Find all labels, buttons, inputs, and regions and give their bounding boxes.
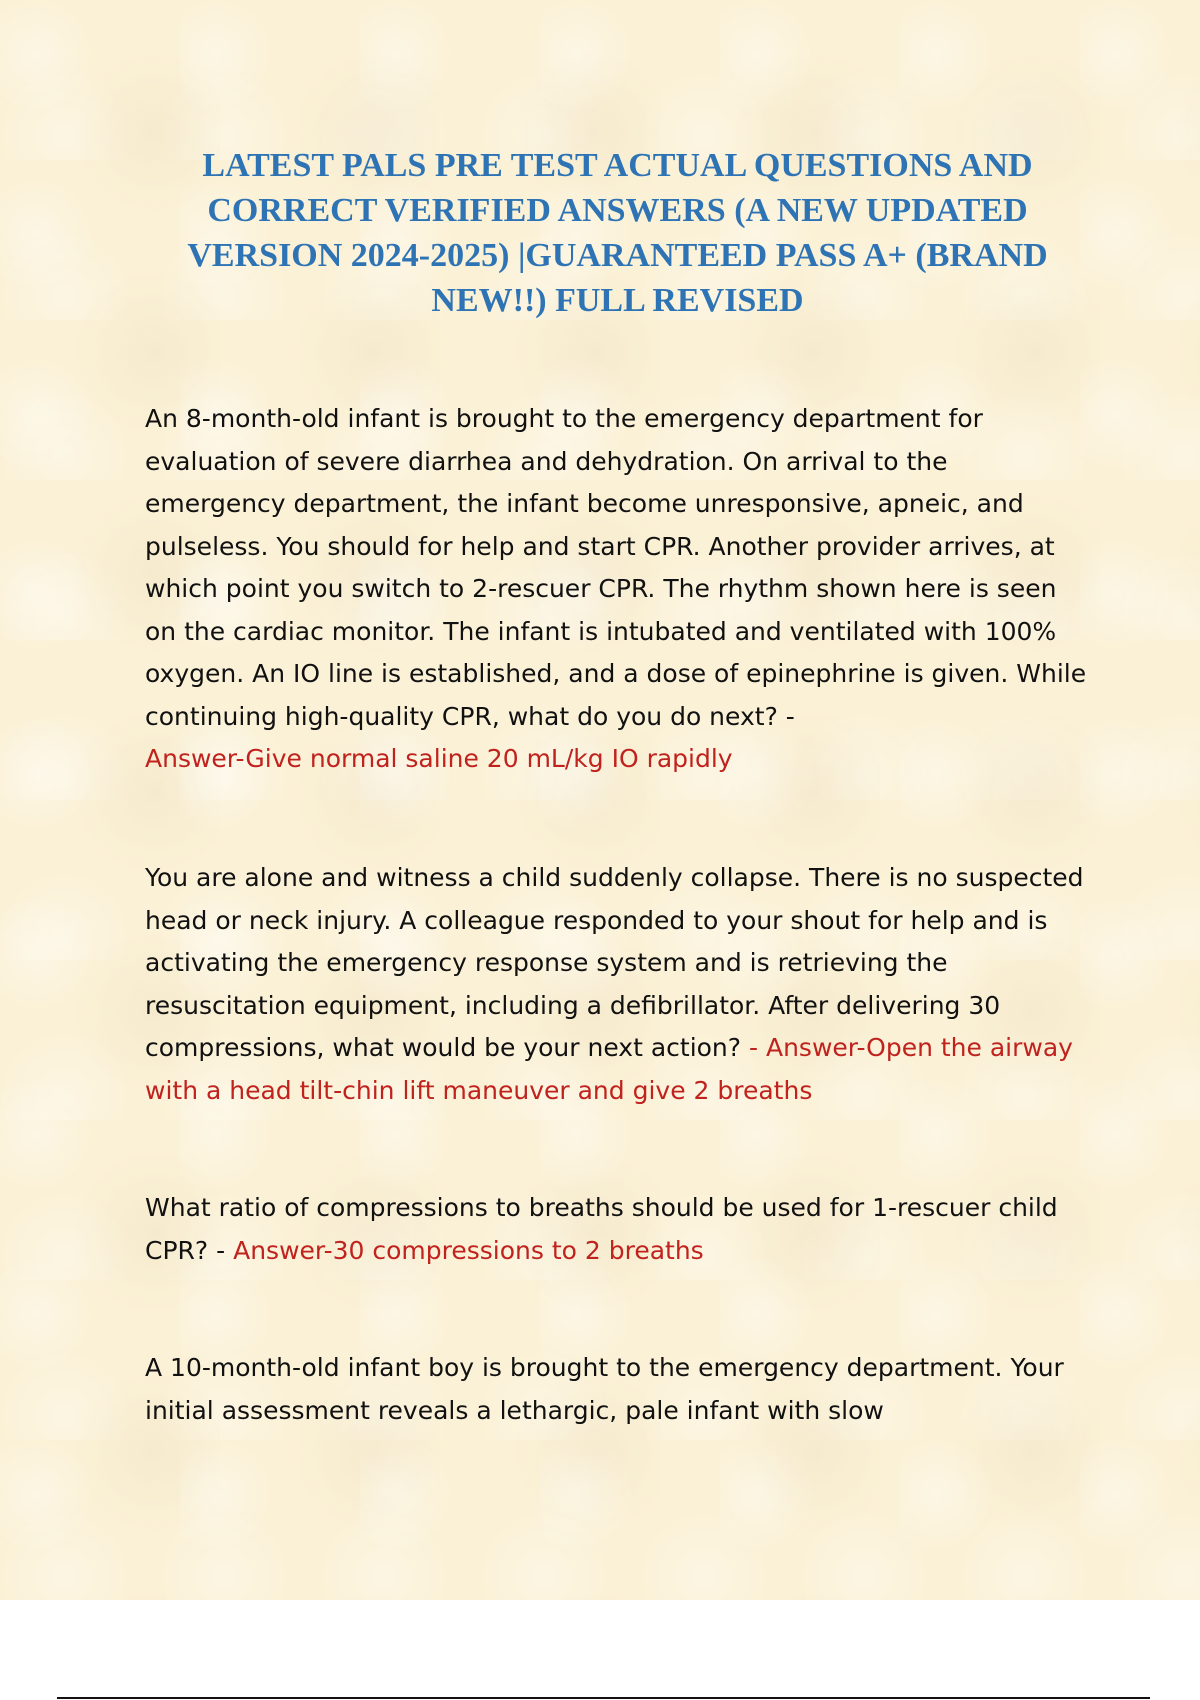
question-text: You are alone and witness a child suddenly collapse. There is no suspected head or neck injury. A colleague responded to your shout for help and is activating the emergency response system and is retrieving the resuscitation equipment, including a defibrillator. After delivering 30 compressions, what would be your next action? bbox=[145, 863, 1084, 1062]
answer-text: Answer-Give normal saline 20 mL/kg IO rapidly bbox=[145, 744, 733, 773]
document-title: LATEST PALS PRE TEST ACTUAL QUESTIONS AND CORRECT VERIFIED ANSWERS (A NEW UPDATED VERSION 2024-2025) |GUARANTEED PASS A+ (BRAND NEW!!) FULL REVISED bbox=[187, 147, 1048, 319]
question-block bbox=[145, 1187, 1095, 1272]
answer-text: - Answer-Open the airway with a head tilt-chin lift maneuver and give 2 breaths bbox=[145, 1033, 1073, 1105]
question-text: What ratio of compressions to breaths should be used for 1-rescuer child CPR? - bbox=[145, 1193, 1058, 1265]
question-block bbox=[145, 857, 1095, 1112]
page-divider bbox=[57, 1697, 1150, 1699]
question-block bbox=[145, 398, 1095, 781]
question-text: An 8-month-old infant is brought to the emergency department for evaluation of severe diarrhea and dehydration. On arrival to the emergency department, the infant become unresponsive, apneic, and pulseless. You should for help and start CPR. Another provider arrives, at which point you switch to 2-rescuer CPR. The rhythm shown here is seen on the cardiac monitor. The infant is intubated and ventilated with 100% oxygen. An IO line is established, and a dose of epinephrine is given. While continuing high-quality CPR, what do you do next? - bbox=[145, 404, 1087, 731]
question-block bbox=[145, 1347, 1095, 1432]
answer-text: Answer-30 compressions to 2 breaths bbox=[233, 1235, 704, 1265]
question-text: A 10-month-old infant boy is brought to the emergency department. Your initial assessment reveals a lethargic, pale infant with slow bbox=[145, 1353, 1064, 1425]
